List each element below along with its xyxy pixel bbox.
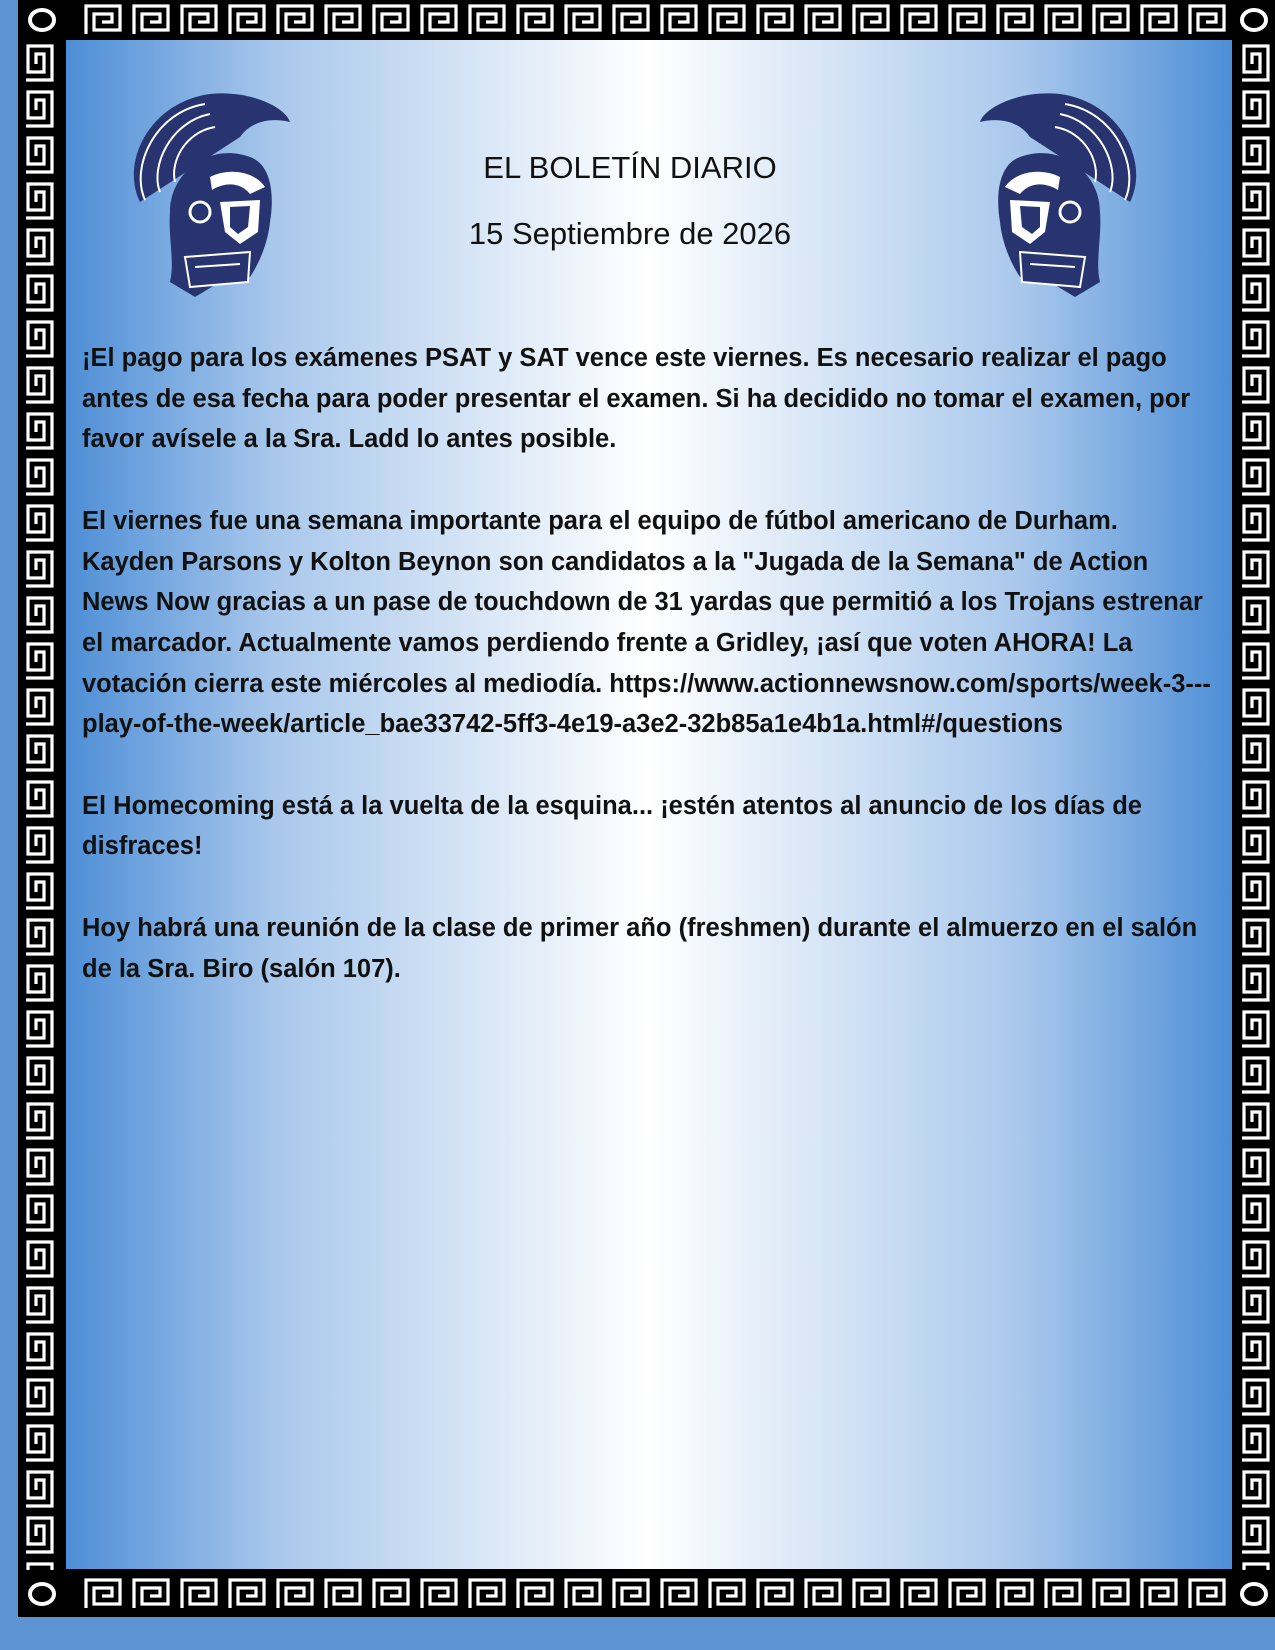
greek-key-border-right (1234, 40, 1275, 1570)
trojan-helmet-icon (100, 82, 305, 302)
announcement-freshmen-meeting: Hoy habrá una reunión de la clase de primer año (freshmen) durante el almuerzo en el salón de la Sra. Biro (salón 107). (82, 913, 1198, 983)
announcements-list (82, 338, 1217, 1030)
trojan-helmet-icon (965, 82, 1170, 302)
corner-ornament-icon (1234, 1574, 1274, 1614)
greek-key-border-top (80, 0, 1250, 40)
announcement-psat-sat-payment: ¡El pago para los exámenes PSAT y SAT vence este viernes. Es necesario realizar el pago antes de esa fecha para poder presentar el examen. Si ha decidido no tomar el examen, por favor avísele a la Sra. Ladd lo antes posible. (82, 344, 1191, 454)
greek-key-border-left (18, 40, 64, 1570)
announcement-homecoming: El Homecoming está a la vuelta de la esquina... ¡estén atentos al anuncio de los días de disfraces! (82, 791, 1142, 861)
newsletter-title: EL BOLETÍN DIARIO (483, 150, 777, 185)
newsletter-date: 15 Septiembre de 2026 (468, 216, 792, 251)
announcement-football-vote: El viernes fue una semana importante para el equipo de fútbol americano de Durham. Kayden Parsons y Kolton Beynon son candidatos a la "Jugada de la Semana" de Action News Now gracias a un pase de touchdown de 31 yardas que permitió a los Trojans estrenar el marcador. Actualmente vamos perdiendo frente a Gridley, ¡así que voten AHORA! La votación cierra este miércoles al mediodía. https://www.actionnewsnow.com/sports/week-3---play-of-the-week/article_bae33742-5ff3-4e19-a3e2-32b85a1e4b1a.html#/questions (82, 506, 1211, 739)
greek-key-border-bottom (80, 1574, 1250, 1614)
corner-ornament-icon (1234, 0, 1274, 40)
corner-ornament-icon (22, 0, 62, 40)
corner-ornament-icon (22, 1574, 62, 1614)
